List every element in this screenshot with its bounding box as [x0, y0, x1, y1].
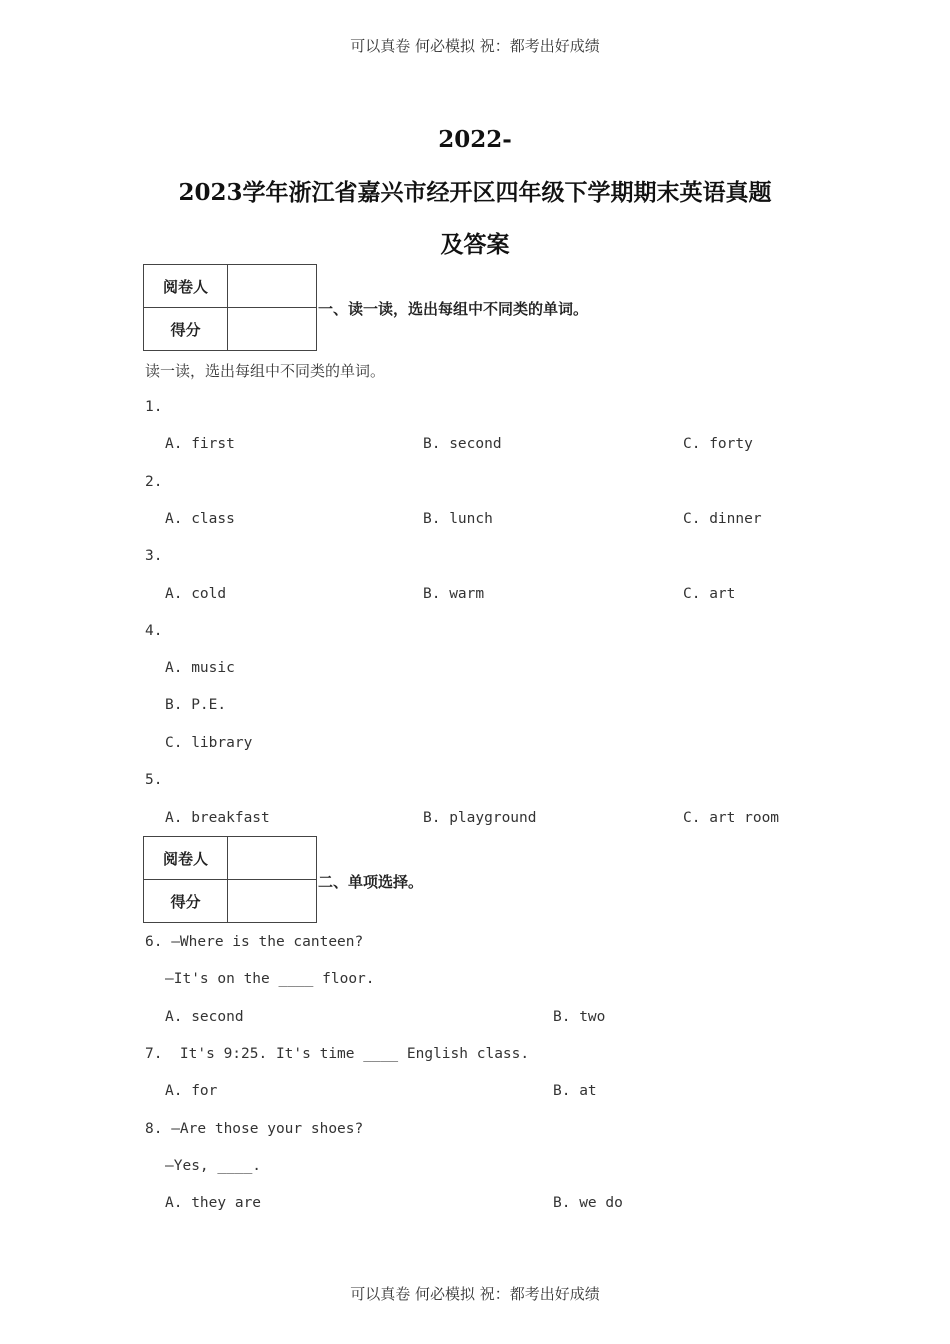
- section2-title: 二、单项选择。: [318, 873, 424, 891]
- option-b: B. playground: [423, 810, 537, 826]
- option-b: B. we do: [553, 1195, 623, 1211]
- reviewer-label: 阅卷人: [144, 837, 228, 880]
- score-cell: [228, 308, 317, 351]
- doc-title-line1: 2022-: [438, 126, 512, 153]
- question-stem: 7. It's 9:25. It's time ____ English class.: [145, 1046, 530, 1062]
- reviewer-cell: [228, 837, 317, 880]
- question-number: 4.: [145, 623, 163, 639]
- question-stem: 6. —Where is the canteen?: [145, 934, 364, 950]
- question-stem: 8. —Are those your shoes?: [145, 1121, 364, 1137]
- option-a: A. breakfast: [165, 810, 270, 826]
- option-a: A. music: [165, 660, 235, 676]
- option-b: B. second: [423, 436, 502, 452]
- option-c: C. dinner: [683, 511, 762, 527]
- option-c: C. art room: [683, 810, 780, 826]
- score-label: 得分: [144, 880, 228, 923]
- option-c: C. forty: [683, 436, 753, 452]
- option-a: A. cold: [165, 586, 227, 602]
- question-reply: —Yes, ____.: [165, 1158, 262, 1174]
- option-b: B. P.E.: [165, 697, 227, 713]
- option-b: B. warm: [423, 586, 485, 602]
- question-number: 1.: [145, 399, 163, 415]
- doc-title-line3: 及答案: [440, 231, 510, 258]
- question-number: 3.: [145, 548, 163, 564]
- doc-title-line2: 2023学年浙江省嘉兴市经开区四年级下学期期末英语真题: [178, 179, 772, 206]
- option-a: A. for: [165, 1083, 218, 1099]
- option-b: B. lunch: [423, 511, 493, 527]
- page-footer: 可以真卷 何必模拟 祝：都考出好成绩: [350, 1285, 600, 1303]
- score-table-1: [143, 264, 317, 351]
- option-a: A. they are: [165, 1195, 262, 1211]
- question-number: 5.: [145, 772, 163, 788]
- option-a: A. class: [165, 511, 235, 527]
- question-reply: —It's on the ____ floor.: [165, 971, 375, 987]
- reviewer-cell: [228, 265, 317, 308]
- option-a: A. second: [165, 1009, 244, 1025]
- question-number: 2.: [145, 474, 163, 490]
- score-table-2: [143, 836, 317, 923]
- score-label: 得分: [144, 308, 228, 351]
- score-cell: [228, 880, 317, 923]
- section1-title: 一、读一读，选出每组中不同类的单词。: [318, 300, 589, 318]
- option-b: B. two: [553, 1009, 606, 1025]
- section1-instruction: 读一读，选出每组中不同类的单词。: [145, 362, 386, 380]
- option-c: C. library: [165, 735, 253, 751]
- page-header: 可以真卷 何必模拟 祝：都考出好成绩: [350, 37, 600, 55]
- option-a: A. first: [165, 436, 235, 452]
- option-b: B. at: [553, 1083, 597, 1099]
- reviewer-label: 阅卷人: [144, 265, 228, 308]
- option-c: C. art: [683, 586, 736, 602]
